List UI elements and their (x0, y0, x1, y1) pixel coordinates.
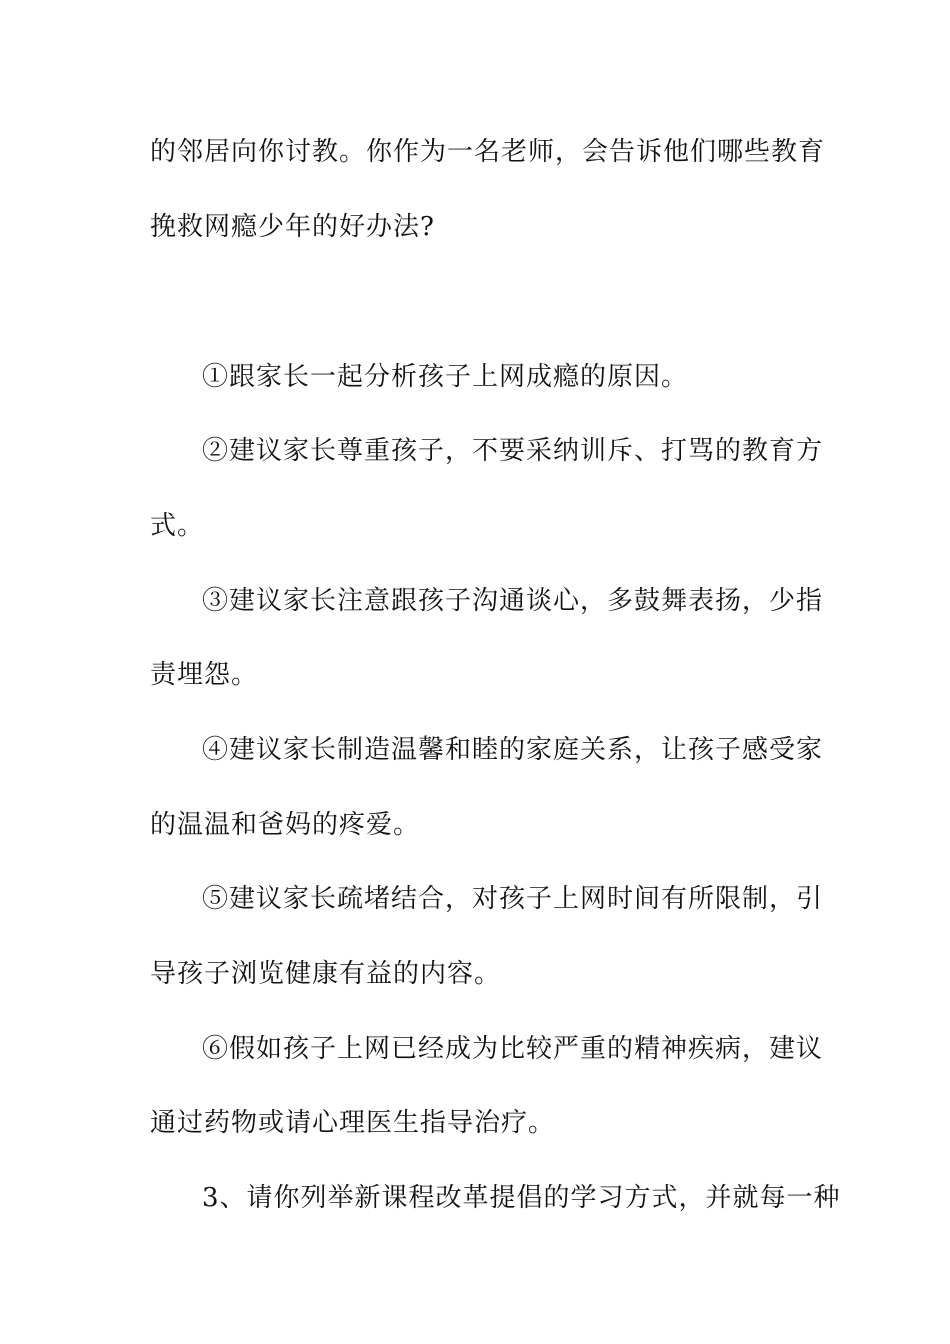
list-item-4-cont: 的温温和爸妈的疼爱。 (150, 810, 421, 840)
list-item-3-cont: 责埋怨。 (150, 660, 259, 690)
list-item-5: ⑤建议家长疏堵结合，对孩子上网时间有所限制，引 (202, 884, 824, 914)
list-item-6-cont: 通过药物或请心理医生指导治疗。 (150, 1108, 556, 1138)
list-item-1: ①跟家长一起分析孩子上网成瘾的原因。 (202, 362, 689, 392)
list-item-2: ②建议家长尊重孩子，不要采纳训斥、打骂的教育方 (202, 436, 824, 466)
list-item-6: ⑥假如孩子上网已经成为比较严重的精神疾病，建议 (202, 1034, 824, 1064)
list-item-2-cont: 式。 (150, 511, 205, 541)
text-line: 挽救网瘾少年的好办法? (150, 212, 435, 242)
list-item-5-cont: 导孩子浏览健康有益的内容。 (150, 959, 502, 989)
list-item-3: ③建议家长注意跟孩子沟通谈心，多鼓舞表扬，少指 (202, 586, 824, 616)
list-item-4: ④建议家长制造温馨和睦的家庭关系，让孩子感受家 (202, 735, 824, 765)
text-line: 的邻居向你讨教。你作为一名老师，会告诉他们哪些教育 (150, 137, 826, 167)
question-3: 3、请你列举新课程改革提倡的学习方式，并就每一种 (202, 1183, 841, 1213)
